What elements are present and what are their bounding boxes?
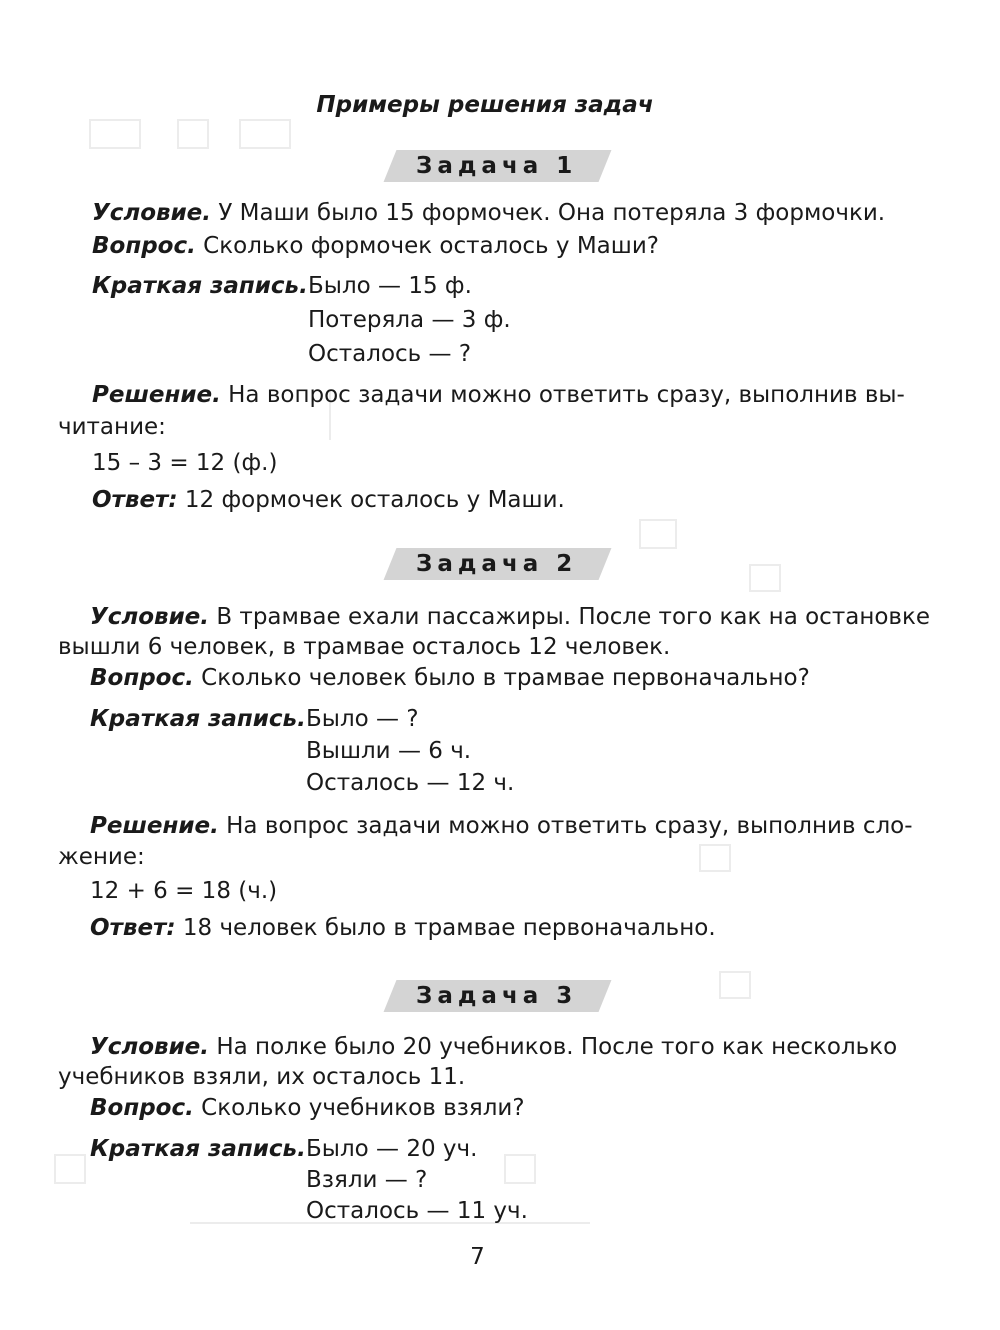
task-1-solution xyxy=(92,380,905,410)
task-1-solution-cont: читание: xyxy=(58,414,166,440)
question-text: Сколько человек было в трамвае первоначально? xyxy=(193,665,810,691)
task-3-condition xyxy=(90,1032,897,1062)
task-1-title: Задача 1 xyxy=(400,150,597,182)
task-1-short-line-1: Было — 15 ф. xyxy=(308,273,472,299)
answer-label: Ответ: xyxy=(92,487,178,513)
solution-text: На вопрос задачи можно ответить сразу, выполнив вы- xyxy=(220,382,905,408)
condition-text: На полке было 20 учебников. После того как несколько xyxy=(209,1034,898,1060)
task-2-short-line-2: Вышли — 6 ч. xyxy=(306,738,472,764)
task-3-short-line-3: Осталось — 11 уч. xyxy=(306,1198,528,1224)
question-label: Вопрос. xyxy=(90,1095,194,1121)
solution-text: На вопрос задачи можно ответить сразу, выполнив сло- xyxy=(218,813,913,839)
task-3-short-label: Краткая запись. xyxy=(90,1136,306,1162)
task-2-short-label: Краткая запись. xyxy=(90,706,306,732)
task-2-condition-cont: вышли 6 человек, в трамвае осталось 12 человек. xyxy=(58,634,671,660)
question-label: Вопрос. xyxy=(92,233,196,259)
task-2-answer xyxy=(90,913,716,943)
condition-label: Условие. xyxy=(90,1034,210,1060)
condition-text: В трамвае ехали пассажиры. После того как на остановке xyxy=(209,604,931,630)
condition-text: У Маши было 15 формочек. Она потеряла 3 формочки. xyxy=(211,200,886,226)
task-2-short-line-3: Осталось — 12 ч. xyxy=(306,770,515,796)
task-2-title: Задача 2 xyxy=(400,548,597,580)
task-3-short-line-2: Взяли — ? xyxy=(306,1167,428,1193)
task-1-short-line-2: Потеряла — 3 ф. xyxy=(308,307,511,333)
question-text: Сколько формочек осталось у Маши? xyxy=(195,233,659,259)
answer-text: 18 человек было в трамвае первоначально. xyxy=(175,915,716,941)
task-3-condition-cont: учебников взяли, их осталось 11. xyxy=(58,1064,466,1090)
task-2-expression: 12 + 6 = 18 (ч.) xyxy=(90,878,278,904)
page-number: 7 xyxy=(470,1244,485,1270)
answer-text: 12 формочек осталось у Маши. xyxy=(177,487,565,513)
task-1-answer xyxy=(92,485,565,515)
condition-label: Условие. xyxy=(92,200,212,226)
task-2-solution-cont: жение: xyxy=(58,844,145,870)
task-3-short-line-1: Было — 20 уч. xyxy=(306,1136,478,1162)
condition-label: Условие. xyxy=(90,604,210,630)
page-heading: Примеры решения задач xyxy=(316,92,654,118)
solution-label: Решение. xyxy=(92,382,221,408)
task-1-short-label: Краткая запись. xyxy=(92,273,308,299)
task-1-question xyxy=(92,231,659,261)
question-text: Сколько учебников взяли? xyxy=(193,1095,525,1121)
question-label: Вопрос. xyxy=(90,665,194,691)
solution-label: Решение. xyxy=(90,813,219,839)
task-2-condition xyxy=(90,602,930,632)
task-3-question xyxy=(90,1093,525,1123)
task-3-title: Задача 3 xyxy=(400,980,597,1012)
task-2-question xyxy=(90,663,810,693)
answer-label: Ответ: xyxy=(90,915,176,941)
task-1-expression: 15 – 3 = 12 (ф.) xyxy=(92,450,278,476)
task-2-solution xyxy=(90,811,913,841)
task-2-short-line-1: Было — ? xyxy=(306,706,419,732)
task-1-condition xyxy=(92,198,885,228)
task-1-short-line-3: Осталось — ? xyxy=(308,341,472,367)
